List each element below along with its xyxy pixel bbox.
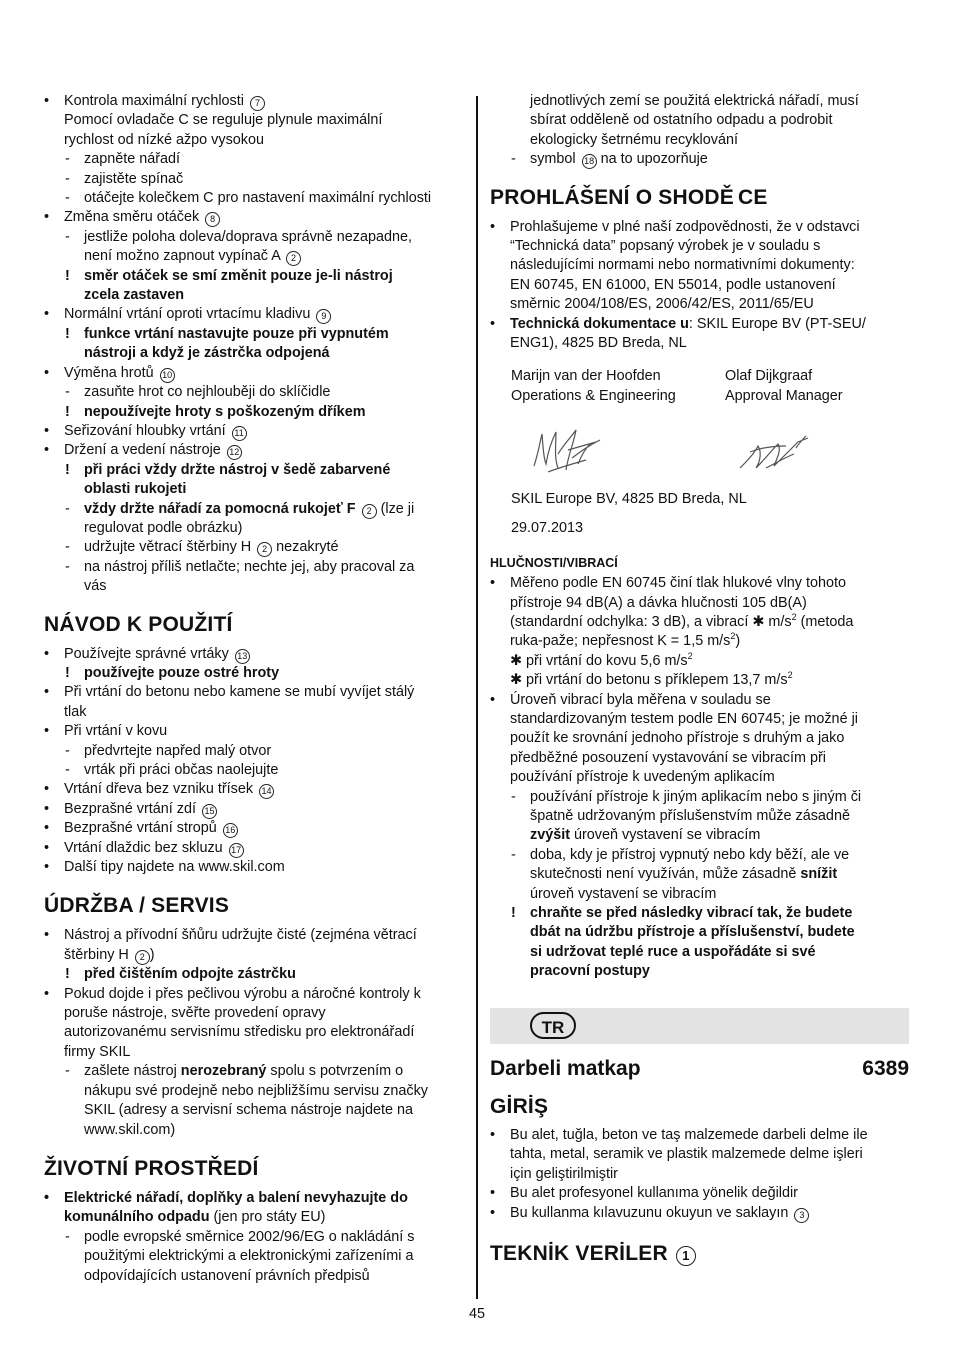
ref-number: 1: [676, 1246, 696, 1266]
sub-item: - udržujte větrací štěrbiny H 2 nezakryté: [44, 538, 464, 557]
section-heading-prohlaseni: PROHLÁŠENÍ O SHODĚ CE: [490, 185, 768, 209]
sub-item: - vrták při práci občas naolejujte: [44, 761, 464, 780]
list-item: • Nástroj a přívodní šňůru udržujte čisté (zejména větrací: [44, 926, 464, 945]
list-item: • Používejte správné vrtáky 13: [44, 645, 464, 664]
sub-item: - zajistěte spínač: [44, 170, 464, 189]
sub-item: - zašlete nástroj nerozebraný spolu s potvrzením o: [44, 1062, 464, 1081]
ref-number: 16: [223, 823, 238, 838]
signatory-names: [490, 367, 910, 386]
text-line: firmy SKIL: [64, 1043, 131, 1060]
text-line: použít ke srovnání jednoho přístroje s druhým a jako: [510, 730, 845, 747]
text-line: tahta, metal, seramik ve plastik malzemede delme işleri: [510, 1146, 863, 1163]
warning-item: ! při práci vždy držte nástroj v šedě zabarvené: [44, 461, 464, 480]
text-line: není možno zapnout vypínač A 2: [44, 247, 464, 266]
text-line: nástroji a když je zástrčka odpojená: [84, 345, 330, 362]
list-item: • Kontrola maximální rychlosti 7: [44, 92, 464, 111]
section-heading-giris: GİRİŞ: [490, 1095, 549, 1118]
column-divider: [476, 96, 478, 1299]
text-line: oblasti rukojeti: [84, 481, 187, 498]
ref-number: 2: [257, 542, 272, 557]
sub-item: - předvrtejte napřed malý otvor: [44, 742, 464, 761]
text-line: EN 60745, EN 61000, EN 55014, podle ustanovení: [510, 276, 836, 293]
text-line: zcela zastaven: [84, 287, 184, 304]
text-line: rychlost od nízké ažpo vysokou: [64, 131, 264, 148]
list-item: • Držení a vedení nástroje 12: [44, 441, 464, 460]
ref-number: 15: [202, 804, 217, 819]
list-item: • Seřizování hloubky vrtání 11: [44, 422, 464, 441]
list-item: • Prohlašujeme v plné naší zodpovědnosti, že v odstavci: [490, 218, 910, 237]
list-item: • Při vrtání v kovu: [44, 722, 464, 741]
signatory-1-role: Operations & Engineering: [511, 387, 676, 404]
left-column: [44, 92, 464, 1286]
section-heading-teknik: TEKNİK VERİLER 1: [490, 1241, 909, 1267]
ref-number: 9: [316, 309, 331, 324]
list-item: • Výměna hrotů 10: [44, 364, 464, 383]
text-line: odpovídajících ustanovení právních předpisů: [84, 1267, 370, 1284]
list-item: • Úroveň vibrací byla měřena v souladu se: [490, 691, 910, 710]
list-item: • Vrtání dlaždic bez skluzu 17: [44, 839, 464, 858]
list-item: • Vrtání dřeva bez vzniku třísek 14: [44, 780, 464, 799]
ref-number: 8: [205, 212, 220, 227]
text-line: přístroje 94 dB(A) a dávka hlučnosti 105 dB(A): [510, 594, 807, 611]
list-item: • Normální vrtání oproti vrtacímu kladivu 9: [44, 305, 464, 324]
text-line: úroveň vystavení se vibracím: [530, 885, 717, 902]
text-line: “Technická data” popsaný výrobek je v souladu s: [510, 238, 821, 255]
section-heading-zivot: ŽIVOTNÍ PROSTŘEDÍ: [44, 1156, 259, 1180]
text-line: použitými elektrickými a elektronickými zařízeními a: [84, 1248, 414, 1265]
sub-item: - vždy držte nářadí za pomocná rukojeť F 2 (lze ji: [44, 500, 464, 519]
ref-number: 3: [794, 1208, 809, 1223]
text-line: Pomocí ovladače C se reguluje plynule maximální: [64, 112, 383, 129]
list-item: • Bu alet profesyonel kullanıma yönelik değildir: [490, 1184, 909, 1203]
signatory-2-role: Approval Manager: [725, 387, 843, 404]
warning-item: ! používejte pouze ostré hroty: [44, 664, 464, 683]
text-line: vás: [84, 578, 107, 595]
list-item: • Bezprašné vrtání zdí 15: [44, 800, 464, 819]
text-line: zvýšit úroveň vystavení se vibracím: [530, 827, 761, 844]
page-number: 45: [468, 1306, 485, 1322]
list-item: • Pokud dojde i přes pečlivou výrobu a náročné kontroly k: [44, 985, 464, 1004]
text-line: špatně udržovaným příslušenstvím může zásadně: [530, 807, 850, 824]
text-line: nákupu své prodejně nebo nejbližšímu servisu značky: [84, 1082, 428, 1099]
text-line: ✱ při vrtání do kovu 5,6 $m/s^2$: [510, 650, 693, 669]
text-line: için geliştirilmiştir: [510, 1165, 618, 1182]
text-line: používání přístroje k uvedeným aplikacím: [510, 769, 775, 786]
declaration-date: 29.07.2013: [511, 519, 584, 536]
list-item: • Další tipy najdete na www.skil.com: [44, 858, 464, 877]
ce-mark-icon: CE: [737, 185, 768, 209]
list-item: • Při vrtání do betonu nebo kamene se mubí vyvíjet stálý: [44, 683, 464, 702]
ref-number: 10: [160, 368, 175, 383]
ref-number: 11: [232, 426, 247, 441]
ref-number: 14: [259, 784, 274, 799]
text-line: dbát na údržbu přístroje a příslušenství, budete: [530, 924, 855, 941]
text-line: komunálního odpadu (jen pro státy EU): [64, 1209, 326, 1226]
list-item: • Změna směru otáček 8: [44, 208, 464, 227]
text-line: si udržovat teplé ruce a uspořádáte si své: [530, 943, 816, 960]
company-address: SKIL Europe BV, 4825 BD Breda, NL: [511, 491, 747, 508]
warning-item: ! nepoužívejte hroty s poškozeným dříkem: [44, 403, 464, 422]
signatory-2-name: Olaf Dijkgraaf: [725, 368, 813, 385]
sub-item: - otáčejte kolečkem C pro nastavení maximální rychlosti: [44, 189, 464, 208]
warning-item: ! funkce vrtání nastavujte pouze při vypnutém: [44, 325, 464, 344]
sub-item: - symbol 18 na to upozorňuje: [490, 150, 910, 169]
text-line: ENG1), 4825 BD Breda, NL: [510, 335, 687, 352]
list-item: • Technická dokumentace u: SKIL Europe BV (PT-SEU/: [490, 315, 910, 334]
ref-number: 12: [227, 445, 242, 460]
text-line: standardizovaným testem podle EN 60745; je možné ji: [510, 710, 858, 727]
text-line: ruka-paže; nepřesnost K = 1,5 $m/s^2$): [510, 631, 741, 650]
product-title: [490, 1056, 909, 1082]
text-line: předběžné posouzení vystavování se vibracím při: [510, 749, 826, 766]
ref-number: 17: [229, 843, 244, 858]
text-line: SKIL (adresy a servisní schema nástroje najdete na: [84, 1102, 414, 1119]
text-line: ✱ při vrtání do betonu s příklepem 13,7 $m/s^2$: [510, 670, 793, 689]
sub-item: - na nástroj příliš netlačte; nechte jej, aby pracoval za: [44, 558, 464, 577]
language-badge: TR: [530, 1012, 576, 1039]
ref-number: 2: [135, 950, 150, 965]
signature-1-icon: [528, 424, 608, 480]
text-line: štěrbiny H 2 ): [64, 946, 155, 963]
text-line: regulovat podle obrázku): [84, 519, 243, 536]
signatures: [490, 406, 910, 490]
text-line: sbírat odděleně od ostatního odpadu a podrobit: [530, 112, 833, 129]
section-heading-navod: NÁVOD K POUŽITÍ: [44, 612, 233, 636]
signatory-roles: [490, 387, 910, 406]
text-line: www.skil.com): [84, 1121, 176, 1138]
signatory-1-name: Marijn van der Hoofden: [511, 368, 661, 385]
text-line: následujícími normami nebo normativními dokumenty:: [510, 257, 855, 274]
ref-number: 7: [250, 96, 265, 111]
text-line: ekologicky šetrnému recyklování: [530, 131, 738, 148]
sub-item: - podle evropské směrnice 2002/96/EG o nakládání s: [44, 1228, 464, 1247]
ref-number: 18: [582, 154, 597, 169]
warning-item: ! chraňte se před následky vibrací tak, že budete: [490, 904, 910, 923]
product-code: 6389: [862, 1057, 909, 1080]
text-line: (standardní odchylka: 3 dB), a vibrací ✱ $m/s^2$ (metoda: [510, 612, 854, 630]
ref-number: 2: [362, 504, 377, 519]
language-bar: [490, 1008, 909, 1044]
warning-item: ! před čištěním odpojte zástrčku: [44, 965, 464, 984]
sub-item: - jestliže poloha doleva/doprava správně nezapadne,: [44, 228, 464, 247]
text-line: poruše nástroje, svěřte provedení opravy: [64, 1005, 326, 1022]
list-item: • Bu kullanma kılavuzunu okuyun ve saklayın 3: [490, 1204, 909, 1223]
ref-number: 2: [286, 251, 301, 266]
text-line: tlak: [64, 703, 87, 720]
signature-2-icon: [736, 428, 812, 478]
right-column: [490, 92, 910, 982]
list-item: • Bezprašné vrtání stropů 16: [44, 819, 464, 838]
sub-item: - doba, kdy je přístroj vypnutý nebo kdy běží, ale ve: [490, 846, 910, 865]
sub-item: - používání přístroje k jiným aplikacím nebo s jiným či: [490, 788, 910, 807]
tr-section: [490, 1094, 909, 1267]
text-line: směrnic 2004/108/ES, 2006/42/ES, 2011/65/EU: [510, 296, 814, 313]
text-line: autorizovanému servisnímu středisku pro elektronářadí: [64, 1024, 415, 1041]
warning-item: ! směr otáček se smí změnit pouze je-li nástroj: [44, 267, 464, 286]
sub-item: - zasuňte hrot co nejhlouběji do sklíčidle: [44, 383, 464, 402]
text-line: skutečnosti není využíván, může zásadně snížit: [530, 866, 838, 883]
ref-number: 13: [235, 649, 250, 664]
list-item: • Měřeno podle EN 60745 činí tlak hlukové vlny tohoto: [490, 574, 910, 593]
list-item: • Bu alet, tuğla, beton ve taş malzemede darbeli delme ile: [490, 1126, 909, 1145]
text-line: pracovní postupy: [530, 963, 650, 980]
section-heading-udrzba: ÚDRŽBA / SERVIS: [44, 894, 230, 918]
list-item: • Elektrické nářadí, doplňky a balení nevyhazujte do: [44, 1189, 464, 1208]
section-heading-hluk: HLUČNOSTI/VIBRACÍ: [490, 556, 618, 571]
sub-item: - zapněte nářadí: [44, 150, 464, 169]
text-line: jednotlivých zemí se použitá elektrická nářadí, musí: [530, 93, 859, 109]
product-name: Darbeli matkap: [490, 1057, 641, 1080]
